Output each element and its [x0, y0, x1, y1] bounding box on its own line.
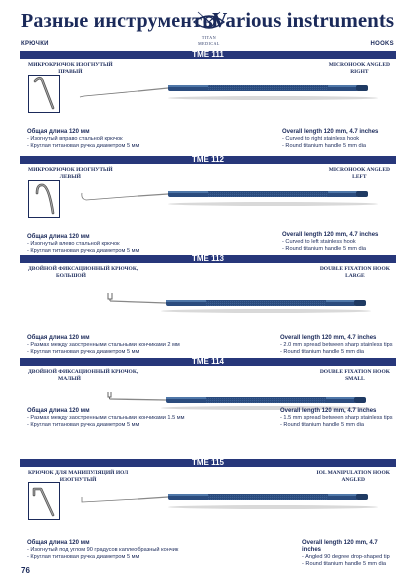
instrument-image	[78, 473, 378, 523]
description-russian: Общая длина 120 мм - Изогнутый вправо стальной крючок - Круглая титановая ручка диаметром 5 мм	[27, 129, 140, 149]
product-code-bar	[20, 156, 396, 164]
product-code-bar	[20, 255, 396, 263]
description-english: Overall length 120 mm, 4.7 inches - Curved to right stainless hook - Round titanium handle 5 mm dia	[282, 129, 379, 149]
titan-medical-logo	[188, 8, 230, 50]
logo-bottom-text: MEDICAL	[198, 41, 220, 46]
product-section-tme-115	[20, 458, 396, 567]
tip-detail-image	[28, 180, 60, 218]
product-code-bar	[20, 358, 396, 366]
product-name-russian: ДВОЙНОЙ ФИКСАЦИОННЫЙ КРЮЧОК, МАЛЫЙ	[28, 369, 139, 382]
product-section-tme-113	[20, 255, 396, 361]
product-name-english: DOUBLE FIXATION HOOK SMALL	[319, 369, 390, 382]
title-english: Various instruments	[212, 8, 394, 32]
instrument-image	[78, 170, 378, 220]
description-english: Overall length 120 mm, 4.7 inches - Curved to left stainless hook - Round titanium handle 5 mm dia	[282, 232, 379, 252]
title-russian: Разные инструменты	[21, 10, 218, 32]
description-russian: Общая длина 120 мм - Изогнутый под углом 90 градусов каплеобразный кончик - Круглая титановая ручка диаметром 5 мм	[27, 540, 179, 560]
description-english: Overall length 120 mm, 4.7 inches - 1.5 mm spread between sharp stainless tips - Round titanium handle 5 mm dia	[280, 408, 393, 428]
description-russian: Общая длина 120 мм - Изогнутый влево стальной крючок - Круглая титановая ручка диаметром 5 мм	[27, 234, 140, 254]
product-name-english: IOL MANIPULATION HOOK ANGLED	[316, 470, 390, 483]
instrument-image	[78, 65, 378, 115]
product-name-english: MICROHOOK ANGLED LEFT	[328, 167, 390, 180]
product-name-russian: МИКРОКРЮЧОК ИЗОГНУТЫЙ ПРАВЫЙ	[28, 62, 113, 75]
product-code-bar	[20, 459, 396, 467]
tip-detail-image	[28, 482, 60, 520]
description-russian: Общая длина 120 мм - Размах между заостренными стальными кончиками 1.5 мм - Круглая титановая ручка диаметром 5 мм	[27, 408, 185, 428]
product-code-bar	[20, 51, 396, 59]
tip-detail-image	[28, 75, 60, 113]
product-section-tme-112	[20, 156, 396, 259]
product-code: TME 113	[191, 254, 224, 263]
description-english: Overall length 120 mm, 4.7 inches - Angled 90 degree drop-shaped tip - Round titanium handle 5 mm dia	[302, 540, 390, 567]
product-code: TME 111	[192, 50, 224, 59]
instrument-image	[106, 279, 386, 329]
page-number: 76	[21, 566, 30, 575]
page-header	[0, 0, 416, 50]
product-section-tme-114	[20, 358, 396, 458]
product-code: TME 112	[191, 155, 224, 164]
product-name-russian: ДВОЙНОЙ ФИКСАЦИОННЫЙ КРЮЧОК, БОЛЬШОЙ	[28, 266, 139, 279]
product-section-tme-111	[20, 51, 396, 162]
product-name-russian: КРЮЧОК ДЛЯ МАНИПУЛЯЦИЙ ИОЛ ИЗОГНУТЫЙ	[28, 470, 129, 483]
logo-top-text: TITAN	[201, 35, 217, 40]
product-code: TME 115	[191, 458, 224, 467]
eye-emblem-icon	[188, 8, 230, 38]
description-russian: Общая длина 120 мм - Размах между заостренными стальными кончиками 2 мм - Круглая титановая ручка диаметром 5 мм	[27, 335, 180, 355]
product-name-english: DOUBLE FIXATION HOOK LARGE	[319, 266, 390, 279]
subtitle-english: HOOKS	[370, 41, 394, 47]
product-name-russian: МИКРОКРЮЧОК ИЗОГНУТЫЙ ЛЕВЫЙ	[28, 167, 113, 180]
product-code: TME 114	[191, 357, 224, 366]
subtitle-russian: КРЮЧКИ	[21, 41, 49, 47]
product-name-english: MICROHOOK ANGLED RIGHT	[328, 62, 390, 75]
description-english: Overall length 120 mm, 4.7 inches - 2.0 mm spread between sharp stainless tips - Round titanium handle 5 mm dia	[280, 335, 393, 355]
